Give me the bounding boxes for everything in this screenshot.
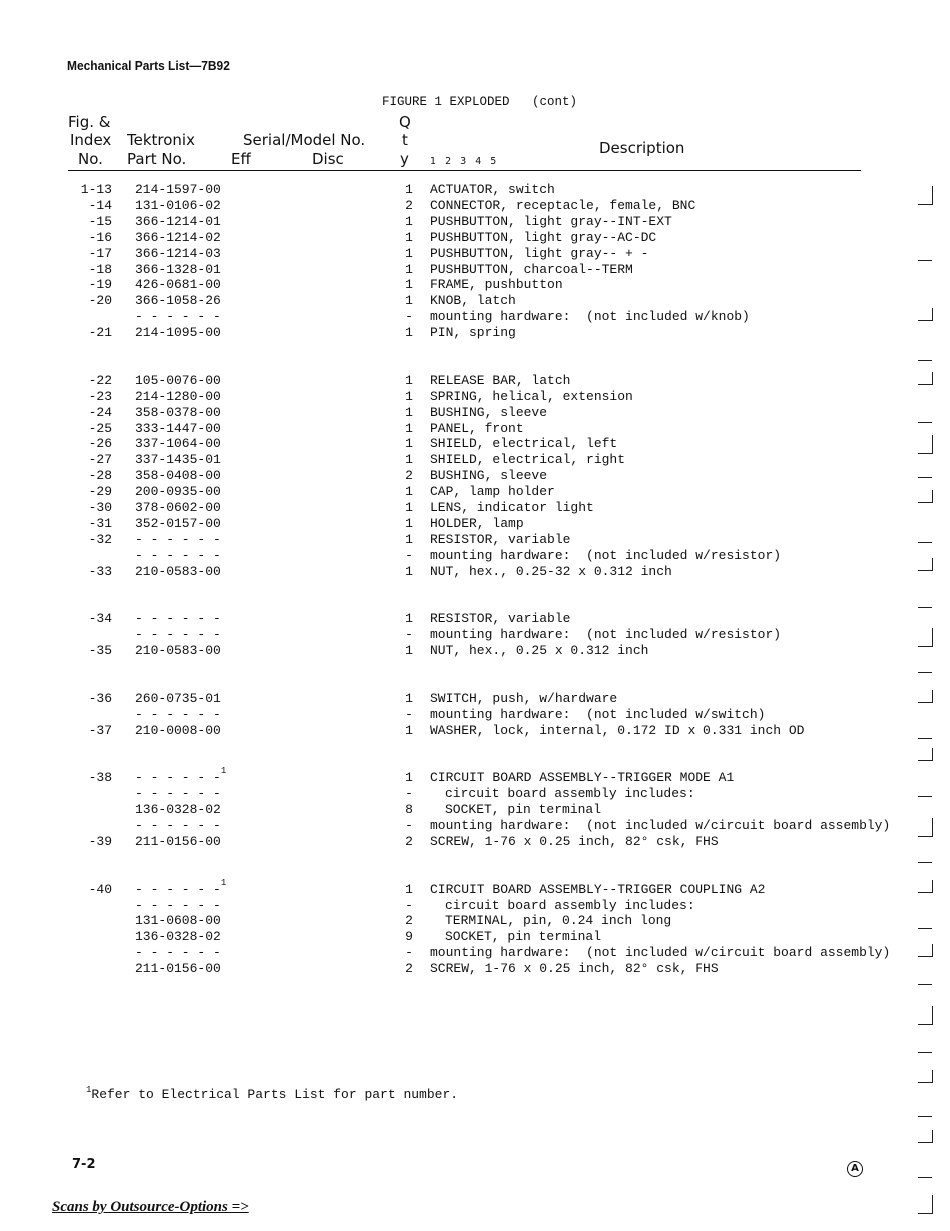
description: PIN, spring (430, 325, 516, 341)
table-row (0, 230, 950, 246)
table-row (0, 500, 950, 516)
part-number (135, 436, 221, 452)
table-row (0, 818, 950, 834)
table-row (0, 802, 950, 818)
fig-index: -24 (88, 404, 112, 420)
description: CAP, lamp holder (430, 484, 555, 500)
quantity: - (405, 818, 413, 833)
part-number (135, 405, 221, 421)
table-row (0, 611, 950, 627)
description: CONNECTOR, receptacle, female, BNC (430, 197, 696, 213)
table-row (0, 293, 950, 309)
fig-index: -21 (88, 325, 112, 341)
description: PUSHBUTTON, light gray--INT-EXT (430, 213, 672, 229)
edge-tick (918, 372, 933, 385)
edge-tick (918, 595, 932, 608)
page-title: Mechanical Parts List—7B92 (67, 58, 230, 73)
part-number-text: 366-1058-26 (135, 293, 221, 309)
part-number (135, 421, 221, 437)
description: SHIELD, electrical, left (430, 436, 618, 452)
edge-tick (918, 248, 932, 261)
part-number-text: - - - - - - (135, 945, 221, 961)
quantity: 1 (405, 531, 413, 547)
description: SOCKET, pin terminal (445, 802, 602, 818)
edge-tick (918, 660, 932, 673)
part-number-text: - - - - - - (135, 627, 221, 643)
description: ACTUATOR, switch (430, 182, 555, 197)
part-number-text: - - - - - - (135, 547, 221, 563)
part-number-text: 366-1214-03 (135, 245, 221, 261)
fig-index: -17 (88, 245, 112, 261)
part-number-text: - - - - - - (135, 706, 221, 722)
fig-index: 1-13 (80, 182, 112, 197)
part-number (135, 643, 221, 659)
part-number (135, 516, 221, 532)
quantity: 1 (405, 515, 413, 531)
description: HOLDER, lamp (430, 515, 524, 531)
table-row (0, 198, 950, 214)
edge-tick (918, 308, 933, 321)
part-number (135, 707, 221, 723)
quantity: - (405, 945, 413, 961)
description: LENS, indicator light (430, 500, 594, 515)
part-number (135, 691, 221, 707)
quantity: 2 (405, 833, 413, 849)
part-number (135, 532, 221, 548)
table-row (0, 484, 950, 500)
part-number-text: 337-1064-00 (135, 436, 221, 452)
description: mounting hardware: (not included w/switch) (430, 706, 766, 722)
fig-index: -30 (88, 500, 112, 515)
quantity: 1 (405, 293, 413, 309)
part-number (135, 389, 221, 405)
part-number (135, 277, 221, 293)
col-qty-y: y (400, 150, 409, 168)
table-row (0, 421, 950, 437)
edge-tick (918, 690, 933, 703)
edge-tick (918, 524, 932, 543)
part-number-text: 352-0157-00 (135, 515, 221, 531)
part-number (135, 262, 221, 278)
part-number (135, 945, 221, 961)
description: circuit board assembly includes: (445, 786, 695, 802)
part-number-text: 211-0156-00 (135, 833, 221, 849)
table-row (0, 277, 950, 293)
description: circuit board assembly includes: (445, 897, 695, 913)
fig-index: -33 (88, 563, 112, 579)
edge-tick (918, 410, 932, 423)
part-number (135, 723, 221, 739)
table-row (0, 214, 950, 230)
edge-tick (918, 1040, 932, 1053)
edge-tick (918, 944, 933, 957)
part-number (135, 325, 221, 341)
quantity: 1 (405, 388, 413, 404)
table-row (0, 405, 950, 421)
quantity: 1 (405, 484, 413, 500)
part-number (135, 611, 221, 627)
table-row (0, 766, 950, 786)
part-number-text: 378-0602-00 (135, 500, 221, 515)
part-number-text: 337-1435-01 (135, 452, 221, 468)
part-number-text: 105-0076-00 (135, 372, 221, 388)
part-number (135, 818, 221, 834)
description: mounting hardware: (not included w/circuit board assembly) (430, 945, 891, 961)
description: SCREW, 1-76 x 0.25 inch, 82° csk, FHS (430, 961, 719, 977)
quantity: 1 (405, 420, 413, 436)
description: RESISTOR, variable (430, 531, 571, 547)
description: CIRCUIT BOARD ASSEMBLY--TRIGGER COUPLING A2 (430, 881, 766, 897)
description: RELEASE BAR, latch (430, 372, 571, 388)
part-number-text: 366-1214-01 (135, 213, 221, 229)
part-number (135, 293, 221, 309)
table-row (0, 182, 950, 198)
part-number (135, 246, 221, 262)
table-row (0, 325, 950, 341)
col-eff: Eff (231, 150, 251, 168)
part-number (135, 898, 221, 914)
part-number-text: 426-0681-00 (135, 277, 221, 293)
table-row (0, 834, 950, 850)
edge-tick (918, 880, 933, 893)
col-indent-levels: 1 2 3 4 5 (430, 156, 500, 167)
part-number (135, 309, 221, 325)
table-row (0, 389, 950, 405)
col-fig-index-line3: No. (78, 150, 103, 168)
part-number-text: 366-1214-02 (135, 229, 221, 245)
table-row (0, 786, 950, 802)
quantity: 2 (405, 197, 413, 213)
edge-tick (918, 1098, 932, 1117)
col-disc: Disc (312, 150, 344, 168)
part-number-text: 211-0156-00 (135, 961, 221, 977)
table-row (0, 913, 950, 929)
quantity: 1 (405, 229, 413, 245)
scans-link[interactable]: Scans by Outsource-Options => (52, 1199, 249, 1215)
description: SHIELD, electrical, right (430, 452, 626, 468)
fig-index: -40 (88, 881, 112, 897)
edge-tick (918, 850, 932, 863)
description: mounting hardware: (not included w/knob) (430, 309, 750, 325)
description: PUSHBUTTON, light gray-- + - (430, 245, 649, 261)
edge-tick (918, 748, 933, 761)
description: FRAME, pushbutton (430, 277, 563, 293)
description: SCREW, 1-76 x 0.25 inch, 82° csk, FHS (430, 833, 719, 849)
part-number-text: - - - - - - (135, 818, 221, 833)
table-row (0, 436, 950, 452)
col-tektronix-line1: Tektronix (127, 131, 195, 149)
part-number (135, 452, 221, 468)
quantity: 1 (405, 213, 413, 229)
table-row (0, 945, 950, 961)
edge-tick (918, 1006, 933, 1025)
description: BUSHING, sleeve (430, 468, 548, 484)
fig-index: -35 (88, 643, 112, 659)
fig-index: -39 (88, 833, 112, 849)
description: SWITCH, push, w/hardware (430, 690, 618, 706)
fig-index: -38 (88, 770, 112, 786)
quantity: - (405, 786, 413, 802)
part-number (135, 877, 227, 899)
fig-index: -29 (88, 484, 112, 500)
part-number (135, 929, 221, 945)
edge-tick (918, 435, 933, 454)
part-number-text: - - - - - - (135, 786, 221, 802)
table-row (0, 643, 950, 659)
edge-tick (918, 1165, 932, 1178)
part-number-text: 366-1328-01 (135, 261, 221, 277)
part-number-text: - - - - - - (135, 881, 221, 897)
col-fig-index-line1: Fig. & (68, 113, 111, 131)
description: SPRING, helical, extension (430, 388, 633, 404)
table-row (0, 452, 950, 468)
part-number (135, 548, 221, 564)
quantity: 2 (405, 468, 413, 484)
fig-index: -15 (88, 213, 112, 229)
part-number-text: 333-1447-00 (135, 420, 221, 436)
description: TERMINAL, pin, 0.24 inch long (445, 913, 672, 929)
quantity: 1 (405, 245, 413, 261)
table-row (0, 373, 950, 389)
part-number (135, 786, 221, 802)
edge-tick (918, 972, 932, 985)
fig-index: -28 (88, 468, 112, 484)
quantity: 9 (405, 929, 413, 945)
fig-index: -37 (88, 722, 112, 738)
table-row (0, 691, 950, 707)
quantity: - (405, 706, 413, 722)
table-row (0, 929, 950, 945)
part-number-text: 260-0735-01 (135, 690, 221, 706)
fig-index: -16 (88, 229, 112, 245)
quantity: 1 (405, 690, 413, 706)
description: BUSHING, sleeve (430, 404, 548, 420)
footnote (86, 1087, 458, 1102)
table-row (0, 516, 950, 532)
description: NUT, hex., 0.25 x 0.312 inch (430, 643, 649, 659)
part-number-text: - - - - - - (135, 309, 221, 325)
quantity: 1 (405, 325, 413, 341)
edge-tick (918, 342, 932, 361)
part-number-text: 136-0328-02 (135, 802, 221, 818)
part-number (135, 230, 221, 246)
quantity: 1 (405, 372, 413, 388)
part-number-text: 214-1597-00 (135, 182, 221, 197)
description: KNOB, latch (430, 293, 516, 309)
description: mounting hardware: (not included w/resistor) (430, 547, 782, 563)
col-qty-t: t (402, 131, 408, 149)
part-number (135, 373, 221, 389)
edge-tick (918, 1130, 933, 1143)
table-row (0, 548, 950, 564)
fig-index: -20 (88, 293, 112, 309)
part-number (135, 468, 221, 484)
fig-index: -36 (88, 690, 112, 706)
col-tektronix-line2: Part No. (127, 150, 187, 168)
header-rule (68, 170, 861, 171)
quantity: 1 (405, 404, 413, 420)
fig-index: -26 (88, 436, 112, 452)
description: WASHER, lock, internal, 0.172 ID x 0.331 inch OD (430, 722, 805, 738)
quantity: - (405, 897, 413, 913)
description: PUSHBUTTON, charcoal--TERM (430, 261, 633, 277)
quantity: 1 (405, 722, 413, 738)
col-serial-model: Serial/Model No. (243, 131, 366, 149)
part-number (135, 500, 221, 516)
footnote-ref: 1 (220, 877, 227, 888)
part-number (135, 198, 221, 214)
edge-tick (918, 720, 932, 739)
footnote-text: Refer to Electrical Parts List for part number. (91, 1087, 459, 1102)
fig-index: -14 (88, 197, 112, 213)
part-number-text: 200-0935-00 (135, 484, 221, 500)
edge-tick (918, 910, 932, 929)
fig-index: -22 (88, 372, 112, 388)
edge-tick (918, 490, 933, 503)
quantity: 1 (405, 611, 413, 627)
table-row (0, 898, 950, 914)
part-number-text: - - - - - - (135, 770, 221, 786)
fig-index: -25 (88, 420, 112, 436)
part-number-text: - - - - - - (135, 611, 221, 627)
col-fig-index-line2: Index (70, 131, 112, 149)
description: mounting hardware: (not included w/circuit board assembly) (430, 818, 891, 833)
part-number-text: - - - - - - (135, 531, 221, 547)
edge-tick (918, 1195, 933, 1214)
part-number (135, 961, 221, 977)
page-number: 7-2 (72, 1157, 96, 1172)
description: PUSHBUTTON, light gray--AC-DC (430, 229, 657, 245)
revision-badge: A (847, 1161, 863, 1177)
table-row (0, 723, 950, 739)
fig-index: -19 (88, 277, 112, 293)
part-number (135, 766, 227, 787)
edge-tick (918, 465, 932, 478)
table-row (0, 468, 950, 484)
fig-index: -27 (88, 452, 112, 468)
quantity: 1 (405, 770, 413, 786)
table-row (0, 309, 950, 325)
col-qty-q: Q (399, 113, 411, 131)
table-row (0, 961, 950, 977)
edge-tick (918, 784, 932, 797)
part-number-text: 358-0408-00 (135, 468, 221, 484)
part-number-text: 210-0583-00 (135, 643, 221, 659)
fig-index: -18 (88, 261, 112, 277)
fig-index: -32 (88, 531, 112, 547)
edge-tick (918, 1070, 933, 1083)
fig-index: -34 (88, 611, 112, 627)
footnote-marker: 1 (86, 1085, 92, 1095)
part-number-text: 136-0328-02 (135, 929, 221, 945)
quantity: 1 (405, 261, 413, 277)
part-number (135, 913, 221, 929)
fig-index: -23 (88, 388, 112, 404)
quantity: 1 (405, 277, 413, 293)
quantity: - (405, 547, 413, 563)
part-number-text: 210-0008-00 (135, 722, 221, 738)
footnote-ref: 1 (220, 766, 227, 777)
part-number-text: 358-0378-00 (135, 404, 221, 420)
quantity: 1 (405, 436, 413, 452)
part-number (135, 834, 221, 850)
table-row (0, 627, 950, 643)
part-number (135, 627, 221, 643)
col-description: Description (599, 139, 685, 157)
part-number-text: - - - - - - (135, 897, 221, 913)
quantity: - (405, 309, 413, 325)
quantity: 8 (405, 802, 413, 818)
description: mounting hardware: (not included w/resistor) (430, 627, 782, 643)
edge-tick (918, 818, 933, 837)
part-number (135, 484, 221, 500)
quantity: 1 (405, 500, 413, 515)
part-number (135, 802, 221, 818)
edge-tick (918, 558, 933, 571)
part-number (135, 564, 221, 580)
table-row (0, 564, 950, 580)
quantity: 2 (405, 961, 413, 977)
quantity: 1 (405, 643, 413, 659)
quantity: 1 (405, 182, 413, 197)
table-row (0, 707, 950, 723)
part-number (135, 182, 221, 198)
part-number (135, 214, 221, 230)
description: PANEL, front (430, 420, 524, 436)
part-number-text: 210-0583-00 (135, 563, 221, 579)
table-row (0, 262, 950, 278)
fig-index: -31 (88, 515, 112, 531)
description: RESISTOR, variable (430, 611, 571, 627)
description: NUT, hex., 0.25-32 x 0.312 inch (430, 563, 672, 579)
edge-tick (918, 186, 933, 205)
table-row (0, 246, 950, 262)
part-number-text: 131-0106-02 (135, 197, 221, 213)
part-number-text: 131-0608-00 (135, 913, 221, 929)
quantity: 1 (405, 881, 413, 897)
quantity: - (405, 627, 413, 643)
quantity: 1 (405, 452, 413, 468)
figure-caption: FIGURE 1 EXPLODED (cont) (382, 95, 578, 109)
quantity: 2 (405, 913, 413, 929)
part-number-text: 214-1095-00 (135, 325, 221, 341)
quantity: 1 (405, 563, 413, 579)
part-number-text: 214-1280-00 (135, 388, 221, 404)
description: SOCKET, pin terminal (445, 929, 602, 945)
table-row (0, 532, 950, 548)
description: CIRCUIT BOARD ASSEMBLY--TRIGGER MODE A1 (430, 770, 735, 786)
edge-tick (918, 628, 933, 647)
table-row (0, 877, 950, 898)
